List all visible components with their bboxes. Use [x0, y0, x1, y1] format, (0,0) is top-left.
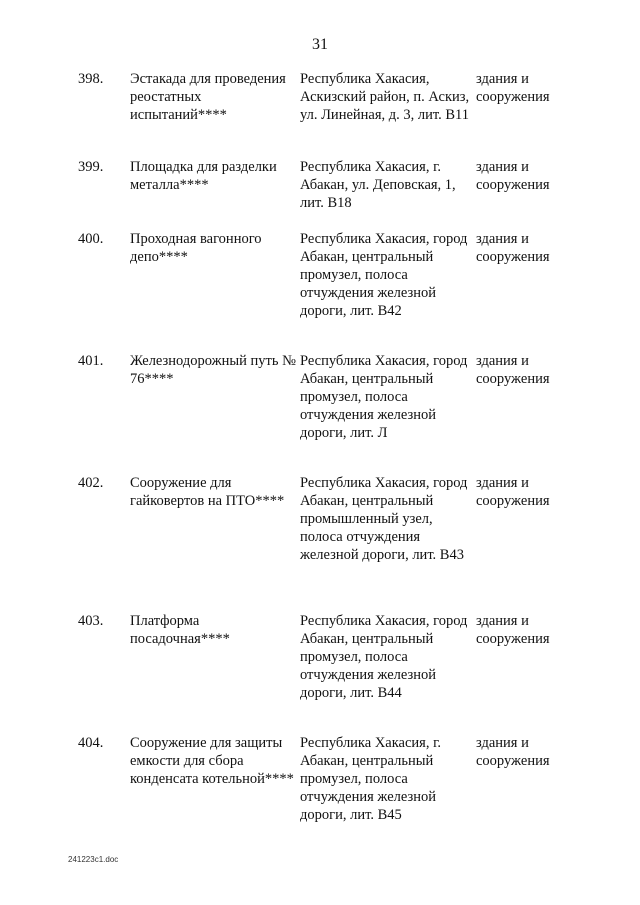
object-type: здания и сооружения	[476, 475, 550, 509]
object-address: Республика Хакасия, город Абакан, центральный промузел, полоса отчуждения железной дороги, лит. В44	[300, 613, 468, 701]
object-type: здания и сооружения	[476, 735, 550, 769]
row-number: 404.	[78, 735, 104, 751]
object-type: здания и сооружения	[476, 71, 550, 105]
object-type: здания и сооружения	[476, 159, 550, 193]
table-row	[78, 230, 568, 352]
property-table	[78, 70, 568, 834]
table-row	[78, 734, 568, 834]
row-number: 399.	[78, 159, 104, 175]
object-name: Сооружение для защиты емкости для сбора конденсата котельной****	[130, 735, 294, 787]
object-address: Республика Хакасия, город Абакан, центральный промузел, полоса отчуждения железной дороги, лит. Л	[300, 353, 468, 441]
row-number: 401.	[78, 353, 104, 369]
table-row	[78, 612, 568, 734]
object-address: Республика Хакасия, г. Абакан, ул. Деповская, 1, лит. В18	[300, 159, 456, 211]
table-row	[78, 70, 568, 158]
object-name: Железнодорожный путь № 76****	[130, 353, 296, 387]
object-name: Проходная вагонного депо****	[130, 231, 262, 265]
object-address: Республика Хакасия, город Абакан, центральный промузел, полоса отчуждения железной дороги, лит. В42	[300, 231, 468, 319]
object-address: Республика Хакасия, Аскизский район, п. Аскиз, ул. Линейная, д. 3, лит. В11	[300, 71, 470, 123]
object-type: здания и сооружения	[476, 231, 550, 265]
object-type: здания и сооружения	[476, 353, 550, 387]
object-name: Эстакада для проведения реостатных испытаний****	[130, 71, 286, 123]
object-type: здания и сооружения	[476, 613, 550, 647]
table-row	[78, 474, 568, 612]
object-address: Республика Хакасия, г. Абакан, центральный промузел, полоса отчуждения железной дороги, лит. В45	[300, 735, 442, 823]
row-number: 398.	[78, 71, 104, 87]
object-address: Республика Хакасия, город Абакан, центральный промышленный узел, полоса отчуждения железной дороги, лит. В43	[300, 475, 468, 563]
object-name: Площадка для разделки металла****	[130, 159, 277, 193]
row-number: 403.	[78, 613, 104, 629]
object-name: Платформа посадочная****	[130, 613, 230, 647]
table-row	[78, 158, 568, 230]
table-row	[78, 352, 568, 474]
row-number: 402.	[78, 475, 104, 491]
object-name: Сооружение для гайковертов на ПТО****	[130, 475, 285, 509]
page-number: 31	[312, 36, 328, 53]
document-file-reference: 241223c1.doc	[68, 855, 119, 864]
row-number: 400.	[78, 231, 104, 247]
